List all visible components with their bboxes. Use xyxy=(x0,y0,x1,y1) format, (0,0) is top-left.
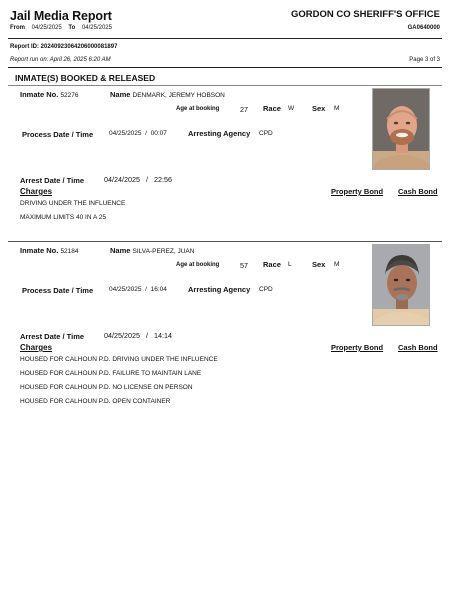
process-datetime-label: Process Date / Time xyxy=(22,130,94,139)
cash-bond-label: Cash Bond xyxy=(398,187,438,196)
inmate-name xyxy=(110,90,225,99)
charge-item: HOUSED FOR CALHOUN P.D. DRIVING UNDER THE INFLUENCE xyxy=(20,356,218,363)
sex-label: Sex xyxy=(312,260,326,269)
to-label: To xyxy=(68,25,76,31)
arresting-agency-label: Arresting Agency xyxy=(188,129,251,138)
agency-code: GA0640000 xyxy=(407,25,440,31)
inmate-no-value: 52184 xyxy=(60,248,79,255)
inmate-number xyxy=(20,90,79,99)
race-value: W xyxy=(288,105,295,112)
age-label: Age at booking xyxy=(176,106,220,112)
charge-item: HOUSED FOR CALHOUN P.D. NO LICENSE ON PERSON xyxy=(20,384,193,391)
race-value: L xyxy=(288,261,292,268)
sex-label: Sex xyxy=(312,104,326,113)
arrest-datetime-label: Arrest Date / Time xyxy=(20,332,85,341)
date-range xyxy=(10,25,112,31)
header-rule xyxy=(8,38,442,39)
sheriff-office-name: GORDON CO SHERIFF'S OFFICE xyxy=(291,9,440,20)
to-date: 04/25/2025 xyxy=(81,25,112,31)
slash: / xyxy=(145,130,147,137)
property-bond-label: Property Bond xyxy=(331,343,384,352)
arrest-date: 04/25/2025 xyxy=(104,331,140,340)
charges-label: Charges xyxy=(20,343,53,352)
charge-item: DRIVING UNDER THE INFLUENCE xyxy=(20,200,126,207)
inmate-number xyxy=(20,246,79,255)
race-label: Race xyxy=(263,260,281,269)
charge-item: MAXIMUM LIMITS 40 IN A 25 xyxy=(20,214,106,221)
charge-item: HOUSED FOR CALHOUN P.D. OPEN CONTAINER xyxy=(20,398,171,405)
subheader-rule xyxy=(8,67,442,68)
name-value: SILVA-PEREZ, JUAN xyxy=(132,248,195,255)
race-label: Race xyxy=(263,104,281,113)
process-time: 00:07 xyxy=(150,130,167,137)
arrest-date: 04/24/2025 xyxy=(104,175,140,184)
arresting-agency-label: Arresting Agency xyxy=(188,285,251,294)
mugshot-photo xyxy=(372,244,430,326)
inmate-no-label: Inmate No. xyxy=(20,90,59,99)
arrest-datetime-label: Arrest Date / Time xyxy=(20,176,85,185)
from-label: From xyxy=(10,25,25,31)
slash: / xyxy=(145,175,148,184)
section-rule xyxy=(8,85,442,86)
process-datetime xyxy=(109,286,167,293)
name-label: Name xyxy=(110,246,131,255)
process-datetime-label: Process Date / Time xyxy=(22,286,94,295)
slash: / xyxy=(145,286,147,293)
age-value: 57 xyxy=(240,261,248,270)
sex-value: M xyxy=(334,261,340,268)
process-time: 16:04 xyxy=(150,286,167,293)
sex-value: M xyxy=(334,105,340,112)
arrest-time: 22:56 xyxy=(153,175,172,184)
mugshot-image xyxy=(373,89,430,170)
section-title: INMATE(S) BOOKED & RELEASED xyxy=(15,73,156,83)
process-datetime xyxy=(109,130,167,137)
age-label: Age at booking xyxy=(176,262,220,268)
arrest-datetime xyxy=(104,175,172,184)
page-number: Page 3 of 3 xyxy=(409,57,440,63)
from-date: 04/25/2025 xyxy=(31,25,62,31)
charge-item: HOUSED FOR CALHOUN P.D. FAILURE TO MAINTAIN LANE xyxy=(20,370,202,377)
record-divider xyxy=(8,241,442,242)
arrest-datetime xyxy=(104,331,172,340)
slash: / xyxy=(145,331,148,340)
process-date: 04/25/2025 xyxy=(109,286,142,293)
arresting-agency-value: CPD xyxy=(259,286,273,293)
property-bond-label: Property Bond xyxy=(331,187,384,196)
name-value: DENMARK, JEREMY HOBSON xyxy=(132,92,225,99)
inmate-name xyxy=(110,246,194,255)
report-title: Jail Media Report xyxy=(10,9,112,23)
report-id: Report ID: 20240923064206000081897 xyxy=(10,44,118,50)
report-run-on: Report run on: April 26, 2025 6:20 AM xyxy=(10,57,111,63)
process-date: 04/25/2025 xyxy=(109,130,142,137)
arresting-agency-value: CPD xyxy=(259,130,273,137)
inmate-no-label: Inmate No. xyxy=(20,246,59,255)
mugshot-image xyxy=(373,245,430,326)
arrest-time: 14:14 xyxy=(153,331,172,340)
name-label: Name xyxy=(110,90,131,99)
charges-label: Charges xyxy=(20,187,53,196)
mugshot-photo xyxy=(372,88,430,170)
inmate-no-value: 52276 xyxy=(60,92,79,99)
cash-bond-label: Cash Bond xyxy=(398,343,438,352)
age-value: 27 xyxy=(240,105,248,114)
